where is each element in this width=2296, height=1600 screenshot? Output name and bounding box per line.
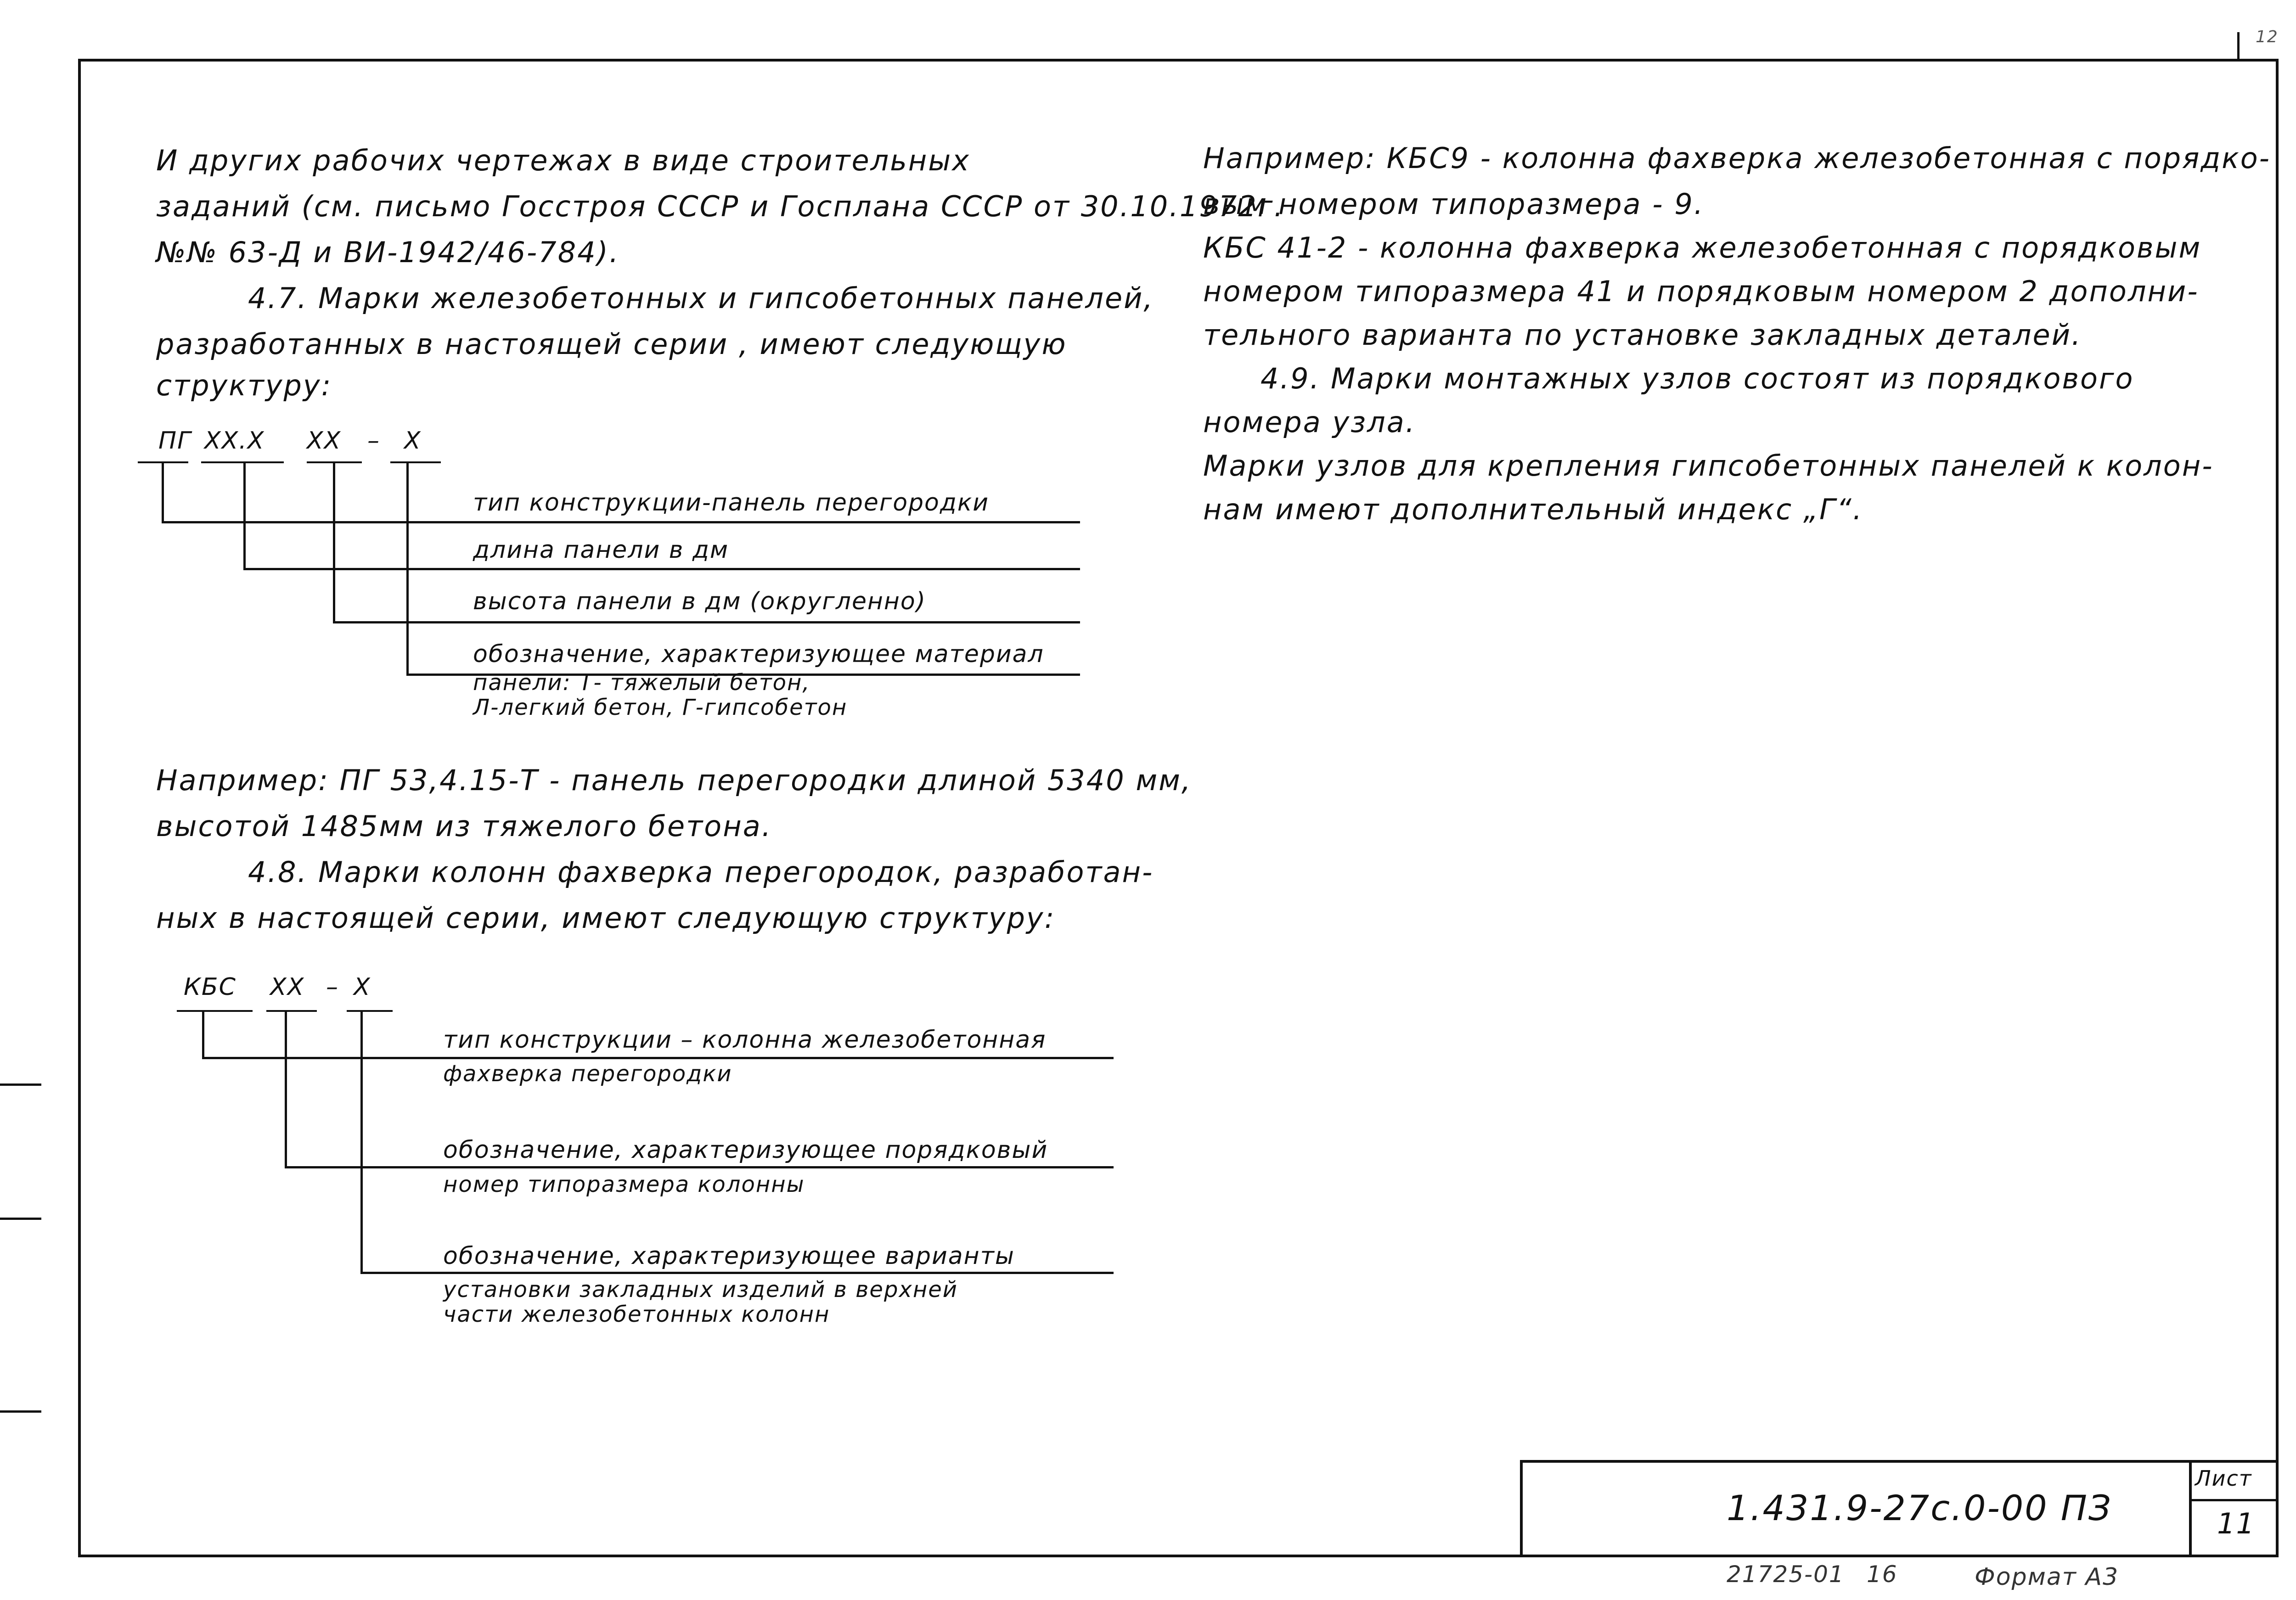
text-line: разработанных в настоящей серии , имеют следующую	[156, 327, 1067, 361]
scheme-item-cont: установки закладных изделий в верхней	[443, 1277, 958, 1302]
scheme-item-cont: части железобетонных колонн	[443, 1302, 830, 1327]
sheet-label: Лист	[2195, 1466, 2252, 1491]
code-dash: –	[326, 973, 339, 1001]
text-line: структуру:	[156, 369, 332, 402]
text-line: высотой 1485мм из тяжелого бетона.	[156, 809, 772, 843]
document-designation: 1.431.9-27с.0-00 ПЗ	[1727, 1488, 2112, 1528]
text-line: нам имеют дополнительный индекс „Г“.	[1203, 493, 1863, 526]
scheme-item: обозначение, характеризующее порядковый	[443, 1136, 1048, 1164]
text-line: тельного варианта по установке закладных деталей.	[1203, 318, 2082, 352]
text-line: 4.7. Марки железобетонных и гипсобетонных панелей,	[248, 281, 1154, 315]
margin-tick	[0, 1218, 41, 1220]
scheme-item: тип конструкции – колонна железобетонная	[443, 1026, 1047, 1054]
scheme-note: Л-легкий бетон, Г-гипсобетон	[473, 695, 848, 720]
corner-mark: 12	[2256, 28, 2279, 46]
text-line: КБС 41-2 - колонна фахверка железобетонная с порядковым	[1203, 231, 2202, 264]
order-number: 21725-01	[1727, 1561, 1845, 1588]
scheme-item: обозначение, характеризующее материал	[473, 640, 1044, 668]
scheme-item-cont: фахверка перегородки	[443, 1061, 732, 1087]
text-line: номера узла.	[1203, 405, 1416, 439]
text-line: Например: ПГ 53,4.15-Т - панель перегородки длиной 5340 мм,	[156, 764, 1192, 797]
text-line: ных в настоящей серии, имеют следующую структуру:	[156, 901, 1056, 935]
margin-tick	[0, 1084, 41, 1086]
code-part-type: КБС	[184, 973, 236, 1001]
scheme-item: высота панели в дм (округленно)	[473, 588, 927, 615]
text-line: Марки узлов для крепления гипсобетонных панелей к колон-	[1203, 449, 2214, 483]
text-line: номером типоразмера 41 и порядковым номером 2 дополни-	[1203, 275, 2199, 308]
code-part-height: XX	[307, 427, 342, 455]
format-label: Формат А3	[1975, 1563, 2119, 1591]
margin-tick	[0, 1410, 41, 1413]
scheme-item: тип конструкции-панель перегородки	[473, 489, 990, 516]
text-line: заданий (см. письмо Госстроя СССР и Госплана СССР от 30.10.1972г.	[156, 190, 1284, 223]
scheme-item: обозначение, характеризующее варианты	[443, 1242, 1015, 1270]
scheme-note: панели: Т- тяжелый бетон,	[473, 670, 810, 696]
text-line: 4.8. Марки колонн фахверка перегородок, разработан-	[248, 855, 1154, 889]
text-line: вым номером типоразмера - 9.	[1203, 187, 1705, 221]
scheme-item: длина панели в дм	[473, 536, 729, 564]
scheme-item-cont: номер типоразмера колонны	[443, 1172, 805, 1197]
code-part-type: ПГ	[158, 427, 192, 455]
text-line: №№ 63-Д и ВИ-1942/46-784).	[156, 236, 620, 269]
code-part-material: X	[404, 427, 422, 455]
code-part-length: XX.X	[204, 427, 265, 455]
code-dash: –	[367, 427, 380, 455]
copy-number: 16	[1867, 1561, 1898, 1588]
corner-tick	[2237, 32, 2240, 60]
sheet-number: 11	[2217, 1507, 2255, 1540]
text-line: И других рабочих чертежах в виде строительных	[156, 144, 970, 177]
code-part-size: XX	[270, 973, 305, 1001]
text-line: 4.9. Марки монтажных узлов состоят из порядкового	[1261, 362, 2134, 395]
code-part-variant: X	[354, 973, 371, 1001]
text-line: Например: КБС9 - колонна фахверка железобетонная с порядко-	[1203, 141, 2271, 175]
